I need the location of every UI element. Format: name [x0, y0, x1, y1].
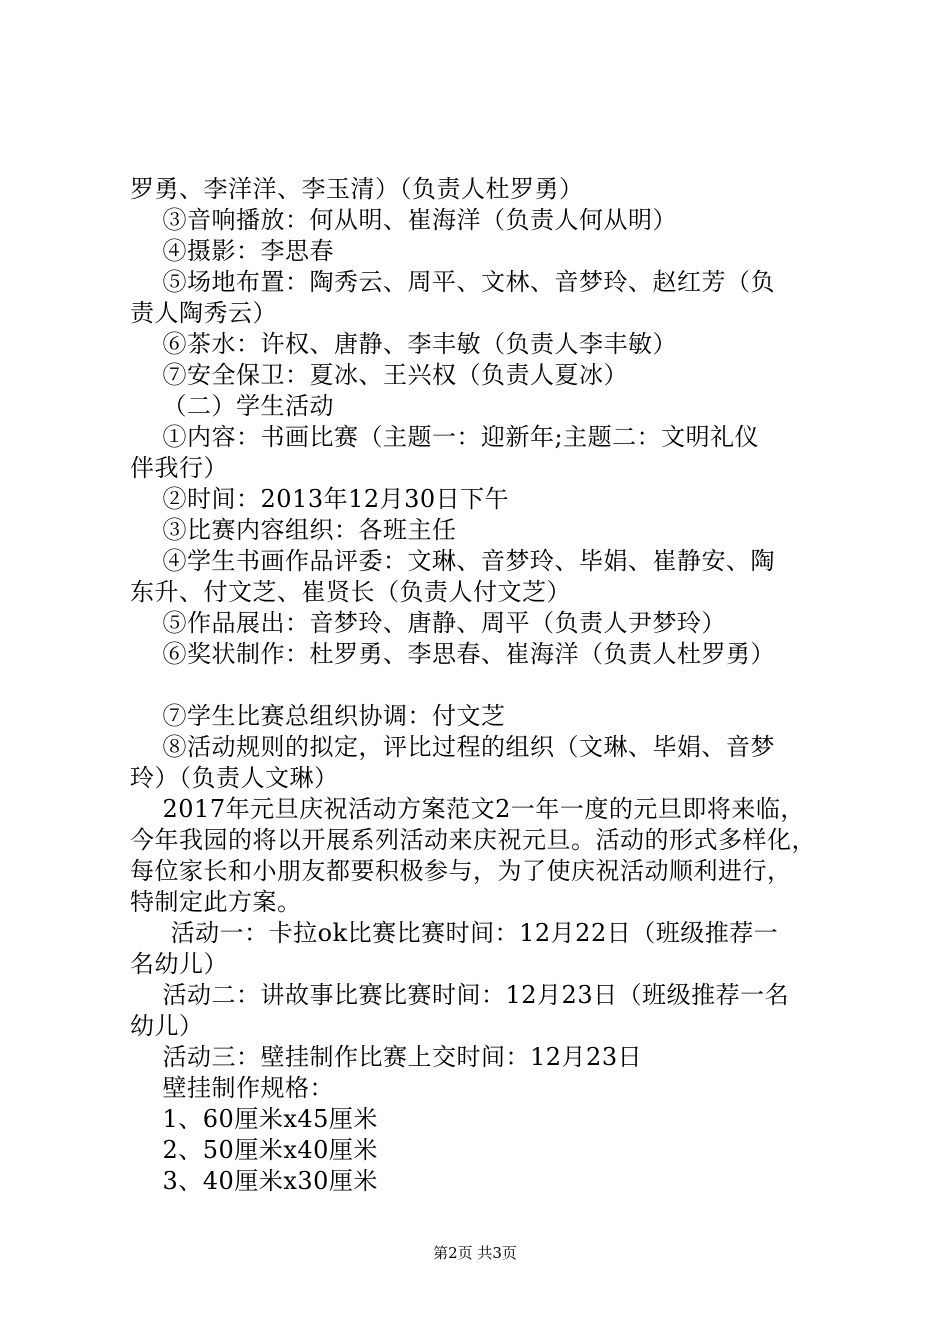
text-line: 东升、付文芝、崔贤长（负责人付文芝）	[130, 578, 571, 606]
text-line: ④学生书画作品评委：文琳、音梦玲、毕娟、崔静安、陶	[130, 547, 776, 575]
text-line: 伴我行）	[130, 454, 228, 482]
text-line: 活动一：卡拉ok比赛比赛时间：12月22日（班级推荐一	[130, 919, 779, 947]
text-line: 活动二：讲故事比赛比赛时间：12月23日（班级推荐一名	[130, 981, 790, 1009]
list-item: 2、50厘米x40厘米	[130, 1136, 378, 1164]
text-line: ⑥奖状制作：杜罗勇、李思春、崔海洋（负责人杜罗勇）	[130, 640, 776, 668]
text-line: 壁挂制作规格：	[130, 1074, 335, 1102]
text-line: ③比赛内容组织：各班主任	[130, 516, 457, 544]
text-line: ⑧活动规则的拟定，评比过程的组织（文琳、毕娟、音梦	[130, 733, 776, 761]
text-line: 幼儿）	[130, 1012, 204, 1040]
text-line: ④摄影：李思春	[130, 237, 335, 265]
list-item: 1、60厘米x45厘米	[130, 1105, 378, 1133]
text-line: 今年我园的将以开展系列活动来庆祝元旦。活动的形式多样化，	[130, 826, 816, 854]
document-body	[130, 174, 835, 1197]
text-line: ⑤作品展出：音梦玲、唐静、周平（负责人尹梦玲）	[130, 609, 727, 637]
text-line: 名幼儿）	[130, 950, 228, 978]
text-line: 2017年元旦庆祝活动方案范文2一年一度的元旦即将来临，	[130, 795, 805, 823]
text-line: ②时间：2013年12月30日下午	[130, 485, 510, 513]
list-item: 3、40厘米x30厘米	[130, 1167, 378, 1195]
text-line: 罗勇、李洋洋、李玉清）（负责人杜罗勇）	[130, 175, 584, 203]
text-line: 责人陶秀云）	[130, 299, 277, 327]
blank-line	[130, 670, 835, 701]
text-line: ⑦安全保卫：夏冰、王兴权（负责人夏冰）	[130, 361, 629, 389]
text-line: ⑦学生比赛总组织协调：付文芝	[130, 702, 506, 730]
text-line: 特制定此方案。	[130, 888, 302, 916]
page-footer	[0, 1243, 950, 1263]
text-line: ⑥茶水：许权、唐静、李丰敏（负责人李丰敏）	[130, 330, 678, 358]
text-line: ③音响播放：何从明、崔海洋（负责人何从明）	[130, 206, 678, 234]
page-number-label: 第2页 共3页	[433, 1244, 517, 1262]
text-line: ⑤场地布置：陶秀云、周平、文林、音梦玲、赵红芳（负	[130, 268, 776, 296]
text-line: 每位家长和小朋友都要积极参与，为了使庆祝活动顺利进行，	[130, 857, 792, 885]
text-line: 玲）（负责人文琳）	[130, 764, 339, 792]
text-line: ①内容：书画比赛（主题一：迎新年;主题二：文明礼仪	[130, 423, 760, 451]
text-line: 活动三：壁挂制作比赛上交时间：12月23日	[130, 1043, 643, 1071]
section-heading: （二）学生活动	[130, 392, 335, 420]
